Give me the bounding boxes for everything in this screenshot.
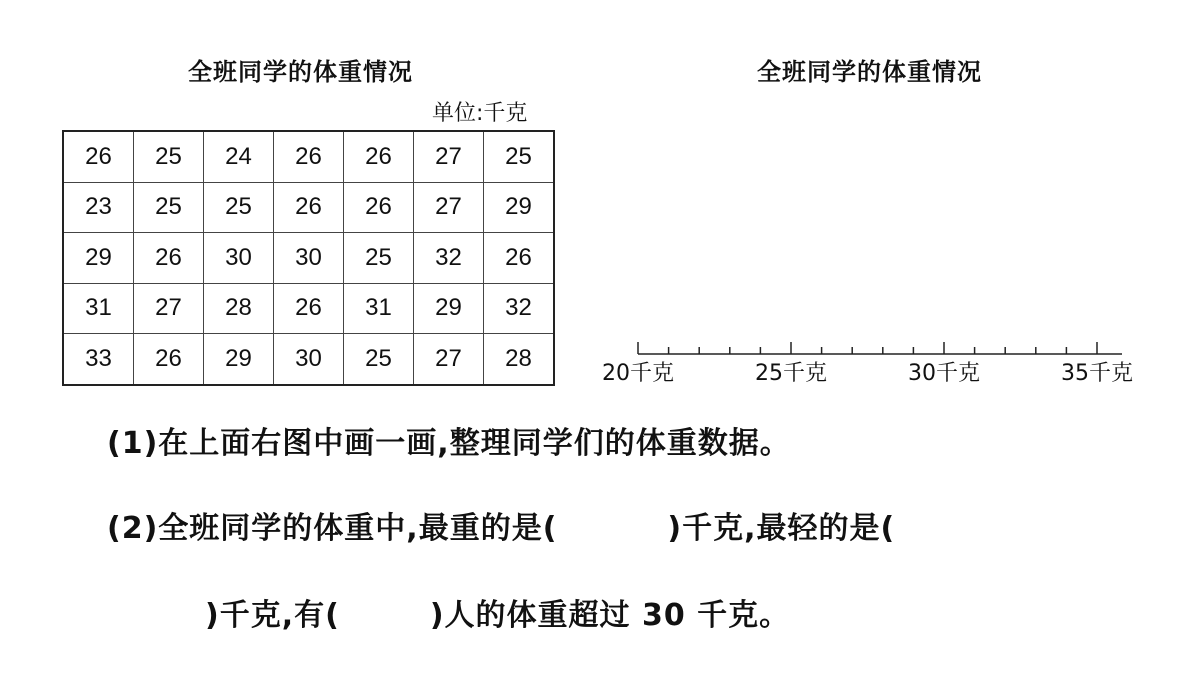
table-cell: 32: [414, 233, 484, 284]
table-cell: 30: [204, 233, 274, 284]
table-cell: 27: [414, 334, 484, 385]
chart-title: 全班同学的体重情况: [757, 58, 982, 86]
tick-label: 20千克: [602, 361, 674, 386]
table-cell: 29: [484, 182, 555, 233]
table-cell: 25: [344, 233, 414, 284]
table-cell: 27: [134, 283, 204, 334]
table-cell: 26: [274, 182, 344, 233]
table-cell: 25: [484, 131, 555, 182]
question-2-text-d: )人的体重超过 30 千克。: [429, 598, 791, 633]
table-cell: 26: [484, 233, 555, 284]
table-cell: 25: [204, 182, 274, 233]
table-cell: 31: [63, 283, 134, 334]
table-row: [63, 182, 554, 233]
table-cell: 26: [134, 233, 204, 284]
tick-label: 30千克: [908, 361, 980, 386]
table-cell: 24: [204, 131, 274, 182]
unit-label: 单位:千克: [432, 101, 528, 126]
table-cell: 26: [63, 131, 134, 182]
table-cell: 27: [414, 131, 484, 182]
question-2-text-c: )千克,有(: [205, 598, 340, 633]
table-cell: 26: [134, 334, 204, 385]
table-row: [63, 233, 554, 284]
question-1: (1)在上面右图中画一画,整理同学们的体重数据。: [107, 426, 791, 461]
table-cell: 26: [344, 182, 414, 233]
table-cell: 28: [484, 334, 555, 385]
number-line: [600, 330, 1160, 390]
table-cell: 30: [274, 233, 344, 284]
table-cell: 29: [63, 233, 134, 284]
table-cell: 25: [344, 334, 414, 385]
table-cell: 27: [414, 182, 484, 233]
question-2-text-a: (2)全班同学的体重中,最重的是(: [107, 511, 558, 546]
table-cell: 25: [134, 131, 204, 182]
table-row: [63, 131, 554, 182]
table-title: 全班同学的体重情况: [188, 58, 413, 86]
table-cell: 26: [274, 131, 344, 182]
question-2-text-b: )千克,最轻的是(: [667, 511, 896, 546]
table-cell: 33: [63, 334, 134, 385]
table-cell: 29: [204, 334, 274, 385]
tick-label: 35千克: [1061, 361, 1133, 386]
table-row: [63, 283, 554, 334]
table-cell: 25: [134, 182, 204, 233]
table-cell: 29: [414, 283, 484, 334]
table-cell: 23: [63, 182, 134, 233]
table-cell: 26: [344, 131, 414, 182]
tick-label: 25千克: [755, 361, 827, 386]
table-cell: 26: [274, 283, 344, 334]
table-row: [63, 334, 554, 385]
question-2-line-1: [107, 503, 895, 547]
table-cell: 28: [204, 283, 274, 334]
weights-table: [62, 130, 555, 386]
table-cell: 32: [484, 283, 555, 334]
table-cell: 31: [344, 283, 414, 334]
table-cell: 30: [274, 334, 344, 385]
question-2-line-2: [205, 590, 790, 634]
